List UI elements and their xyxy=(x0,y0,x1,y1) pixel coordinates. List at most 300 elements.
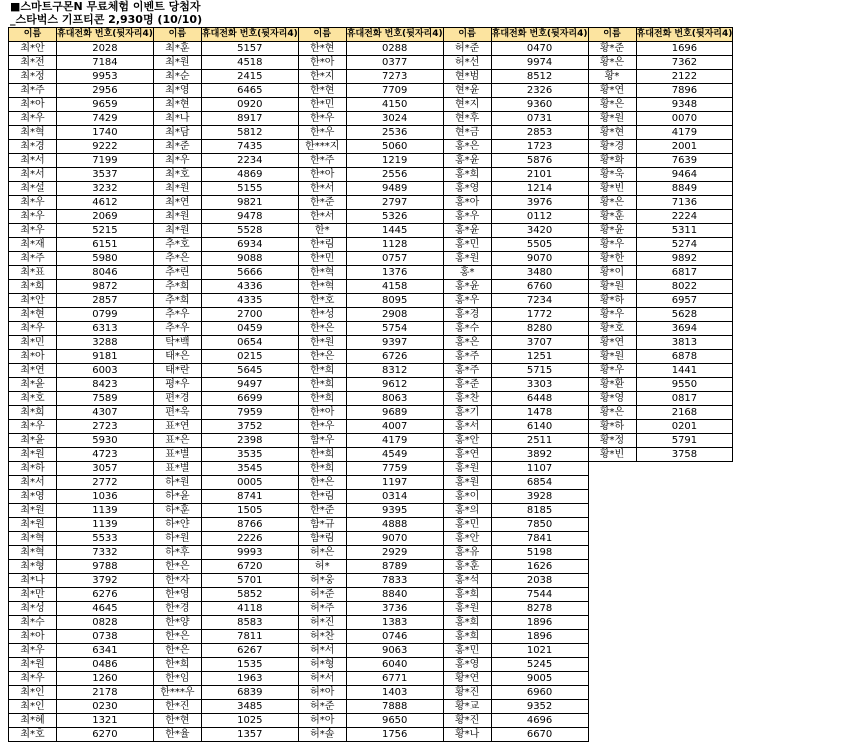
winner-phone: 9070 xyxy=(346,532,443,546)
winner-phone: 9181 xyxy=(57,350,154,364)
winner-name: 최*성 xyxy=(9,602,57,616)
empty-cell xyxy=(636,672,733,686)
empty-cell xyxy=(636,644,733,658)
winner-name: 한*우 xyxy=(298,420,346,434)
winner-name: 황*원 xyxy=(588,350,636,364)
winner-name: 한*아 xyxy=(298,56,346,70)
winner-name: 홍*원 xyxy=(443,462,491,476)
winner-name: 최*원 xyxy=(9,658,57,672)
winner-phone: 1383 xyxy=(346,616,443,630)
winner-phone: 6313 xyxy=(57,322,154,336)
empty-cell xyxy=(588,518,636,532)
winner-name: 최*우 xyxy=(9,210,57,224)
winner-name: 황*원 xyxy=(588,280,636,294)
winner-phone: 7709 xyxy=(346,84,443,98)
winner-phone: 2956 xyxy=(57,84,154,98)
winner-name: 한*은 xyxy=(153,560,201,574)
winner-name: 황*욱 xyxy=(588,168,636,182)
winner-name: 허* xyxy=(298,560,346,574)
winner-phone: 3485 xyxy=(201,700,298,714)
winner-phone: 5311 xyxy=(636,224,733,238)
winner-phone: 8840 xyxy=(346,588,443,602)
winner-phone: 5326 xyxy=(346,210,443,224)
winner-name: 홍*기 xyxy=(443,406,491,420)
winner-phone: 8278 xyxy=(491,602,588,616)
winner-phone: 2069 xyxy=(57,210,154,224)
winner-phone: 9612 xyxy=(346,378,443,392)
winner-name: 한***지 xyxy=(298,140,346,154)
winner-name: 한*양 xyxy=(153,616,201,630)
table-row xyxy=(9,714,733,728)
winner-phone: 1723 xyxy=(491,140,588,154)
empty-cell xyxy=(636,700,733,714)
winner-name: 한*진 xyxy=(153,700,201,714)
winner-name: 함*림 xyxy=(298,532,346,546)
header-phone: 휴대전화 번호(뒷자리4) xyxy=(201,28,298,42)
winner-phone: 6448 xyxy=(491,392,588,406)
winner-phone: 9974 xyxy=(491,56,588,70)
winner-name: 황*교 xyxy=(443,700,491,714)
winner-phone: 9395 xyxy=(346,504,443,518)
winner-phone: 8022 xyxy=(636,280,733,294)
winner-name: 한*율 xyxy=(153,728,201,742)
winner-phone: 1445 xyxy=(346,224,443,238)
winner-phone: 0288 xyxy=(346,42,443,56)
winner-phone: 3535 xyxy=(201,448,298,462)
winner-name: 한*민 xyxy=(298,252,346,266)
winner-phone: 7429 xyxy=(57,112,154,126)
winner-name: 한*아 xyxy=(298,168,346,182)
winner-phone: 1478 xyxy=(491,406,588,420)
winner-phone: 9497 xyxy=(201,378,298,392)
winner-name: 황*우 xyxy=(588,364,636,378)
empty-cell xyxy=(588,658,636,672)
winner-name: 추*희 xyxy=(153,294,201,308)
winner-name: 한*은 xyxy=(153,644,201,658)
winner-phone: 7234 xyxy=(491,294,588,308)
winner-phone: 6465 xyxy=(201,84,298,98)
winner-name: 최*경 xyxy=(9,140,57,154)
winner-phone: 3813 xyxy=(636,336,733,350)
winner-phone: 4549 xyxy=(346,448,443,462)
table-row xyxy=(9,140,733,154)
winner-name: 최*우 xyxy=(153,154,201,168)
table-row xyxy=(9,112,733,126)
winner-phone: 6151 xyxy=(57,238,154,252)
winner-phone: 1139 xyxy=(57,518,154,532)
winner-phone: 0112 xyxy=(491,210,588,224)
table-row xyxy=(9,252,733,266)
winner-phone: 0070 xyxy=(636,112,733,126)
winner-name: 황*빈 xyxy=(588,182,636,196)
winner-name: 하*얀 xyxy=(153,518,201,532)
winner-name: 황*우 xyxy=(588,308,636,322)
empty-cell xyxy=(636,686,733,700)
winner-phone: 3024 xyxy=(346,112,443,126)
table-row xyxy=(9,672,733,686)
winner-name: 홍*주 xyxy=(443,350,491,364)
winner-phone: 5852 xyxy=(201,588,298,602)
winner-name: 홍*수 xyxy=(443,322,491,336)
winner-phone: 2772 xyxy=(57,476,154,490)
winner-phone: 6839 xyxy=(201,686,298,700)
winner-phone: 4336 xyxy=(201,280,298,294)
winner-name: 홍*희 xyxy=(443,168,491,182)
winner-phone: 2326 xyxy=(491,84,588,98)
table-row xyxy=(9,98,733,112)
winner-name: 황*경 xyxy=(588,140,636,154)
table-row xyxy=(9,280,733,294)
table-row xyxy=(9,126,733,140)
page-subtitle: _스타벅스 기프티콘 2,930명 (10/10) xyxy=(10,13,203,26)
winner-name: 최*원 xyxy=(9,448,57,462)
table-row xyxy=(9,644,733,658)
winner-name: 한*영 xyxy=(153,588,201,602)
winner-name: 황*은 xyxy=(588,406,636,420)
winner-name: 홍*은 xyxy=(443,140,491,154)
winner-name: 허*서 xyxy=(298,672,346,686)
winner-name: 한*은 xyxy=(298,350,346,364)
winner-phone: 8512 xyxy=(491,70,588,84)
winner-name: 최*인 xyxy=(9,686,57,700)
winner-phone: 3288 xyxy=(57,336,154,350)
winner-name: 표*별 xyxy=(153,448,201,462)
winner-name: 한*서 xyxy=(298,210,346,224)
winner-name: 최*순 xyxy=(153,70,201,84)
winner-name: 최*윤 xyxy=(9,378,57,392)
winner-phone: 5876 xyxy=(491,154,588,168)
empty-cell xyxy=(588,630,636,644)
table-row xyxy=(9,490,733,504)
winner-name: 허*찬 xyxy=(298,630,346,644)
empty-cell xyxy=(588,504,636,518)
table-row xyxy=(9,630,733,644)
winner-phone: 5155 xyxy=(201,182,298,196)
table-row xyxy=(9,420,733,434)
winner-phone: 7759 xyxy=(346,462,443,476)
winner-name: 허*아 xyxy=(298,714,346,728)
winner-phone: 5215 xyxy=(57,224,154,238)
winner-phone: 5198 xyxy=(491,546,588,560)
winner-phone: 7199 xyxy=(57,154,154,168)
winner-phone: 5645 xyxy=(201,364,298,378)
winner-phone: 7362 xyxy=(636,56,733,70)
table-row xyxy=(9,364,733,378)
winner-name: 최*아 xyxy=(9,350,57,364)
winner-phone: 9659 xyxy=(57,98,154,112)
winner-name: 최*호 xyxy=(9,392,57,406)
winner-phone: 1896 xyxy=(491,616,588,630)
winner-name: 최*영 xyxy=(153,84,201,98)
empty-cell xyxy=(588,728,636,742)
winner-name: 홍*영 xyxy=(443,182,491,196)
winner-name: 함*규 xyxy=(298,518,346,532)
winner-phone: 3736 xyxy=(346,602,443,616)
empty-cell xyxy=(588,490,636,504)
winner-name: 황*영 xyxy=(588,392,636,406)
table-row xyxy=(9,70,733,84)
winner-name: 최*수 xyxy=(9,616,57,630)
winner-phone: 7589 xyxy=(57,392,154,406)
winner-phone: 2122 xyxy=(636,70,733,84)
winner-phone: 0486 xyxy=(57,658,154,672)
winner-name: 홍*민 xyxy=(443,238,491,252)
winner-phone: 1197 xyxy=(346,476,443,490)
winner-phone: 5791 xyxy=(636,434,733,448)
winner-name: 태*란 xyxy=(153,364,201,378)
winner-name: 허*은 xyxy=(298,546,346,560)
header-row xyxy=(9,28,733,42)
winner-name: 한*은 xyxy=(298,322,346,336)
winner-name: 최*서 xyxy=(9,168,57,182)
empty-cell xyxy=(588,644,636,658)
winner-name: 편*경 xyxy=(153,392,201,406)
winner-name: 한*준 xyxy=(298,196,346,210)
winner-name: 최*민 xyxy=(9,336,57,350)
empty-cell xyxy=(588,560,636,574)
winner-phone: 2234 xyxy=(201,154,298,168)
winner-name: 한*림 xyxy=(298,238,346,252)
winner-name: 황*훈 xyxy=(588,210,636,224)
winner-name: 현*금 xyxy=(443,126,491,140)
empty-cell xyxy=(636,504,733,518)
winner-phone: 1535 xyxy=(201,658,298,672)
empty-cell xyxy=(588,532,636,546)
winner-phone: 9352 xyxy=(491,700,588,714)
winner-phone: 3976 xyxy=(491,196,588,210)
winner-phone: 2723 xyxy=(57,420,154,434)
winner-name: 최*원 xyxy=(153,182,201,196)
table-row xyxy=(9,406,733,420)
winner-name: 탁*백 xyxy=(153,336,201,350)
winner-phone: 3694 xyxy=(636,322,733,336)
winner-name: 홍*경 xyxy=(443,308,491,322)
winner-name: 최*표 xyxy=(9,266,57,280)
winner-name: 표*연 xyxy=(153,420,201,434)
winner-phone: 3928 xyxy=(491,490,588,504)
winner-phone: 9070 xyxy=(491,252,588,266)
winner-phone: 0459 xyxy=(201,322,298,336)
winner-name: 한*서 xyxy=(298,182,346,196)
winner-phone: 2398 xyxy=(201,434,298,448)
winner-name: 황*연 xyxy=(588,84,636,98)
winner-name: 최*혁 xyxy=(9,546,57,560)
winner-name: 최*아 xyxy=(9,98,57,112)
winner-name: 최*현 xyxy=(9,308,57,322)
winner-phone: 9348 xyxy=(636,98,733,112)
winner-name: 최*하 xyxy=(9,462,57,476)
winner-name: 최*나 xyxy=(9,574,57,588)
winner-name: 한*희 xyxy=(153,658,201,672)
winner-phone: 8741 xyxy=(201,490,298,504)
winner-name: 표*은 xyxy=(153,434,201,448)
winner-name: 하*윤 xyxy=(153,490,201,504)
winner-phone: 5754 xyxy=(346,322,443,336)
winner-name: 허*준 xyxy=(298,588,346,602)
winner-name: 최*윤 xyxy=(9,434,57,448)
winner-phone: 0746 xyxy=(346,630,443,644)
winner-phone: 4158 xyxy=(346,280,443,294)
winner-name: 허*서 xyxy=(298,644,346,658)
table-row xyxy=(9,476,733,490)
winner-table xyxy=(8,27,733,742)
winner-name: 한*희 xyxy=(298,364,346,378)
winner-name: 태*은 xyxy=(153,350,201,364)
winner-name: 홍*희 xyxy=(443,616,491,630)
winner-phone: 7332 xyxy=(57,546,154,560)
winner-name: 최*우 xyxy=(9,420,57,434)
winner-phone: 1025 xyxy=(201,714,298,728)
winner-phone: 1357 xyxy=(201,728,298,742)
winner-name: 한*은 xyxy=(298,476,346,490)
empty-cell xyxy=(588,686,636,700)
empty-cell xyxy=(588,602,636,616)
winner-name: 최*인 xyxy=(9,700,57,714)
header-name: 이름 xyxy=(153,28,201,42)
header-phone: 휴대전화 번호(뒷자리4) xyxy=(57,28,154,42)
winner-phone: 4335 xyxy=(201,294,298,308)
table-row xyxy=(9,266,733,280)
winner-phone: 1626 xyxy=(491,560,588,574)
winner-phone: 0731 xyxy=(491,112,588,126)
winner-name: 추*희 xyxy=(153,280,201,294)
table-row xyxy=(9,84,733,98)
empty-cell xyxy=(588,714,636,728)
winner-phone: 2415 xyxy=(201,70,298,84)
winner-phone: 8095 xyxy=(346,294,443,308)
empty-cell xyxy=(636,476,733,490)
winner-phone: 6699 xyxy=(201,392,298,406)
winner-phone: 9872 xyxy=(57,280,154,294)
winner-phone: 2168 xyxy=(636,406,733,420)
winner-name: 최*안 xyxy=(9,42,57,56)
winner-phone: 1963 xyxy=(201,672,298,686)
winner-name: 최*우 xyxy=(9,672,57,686)
winner-phone: 6720 xyxy=(201,560,298,574)
winner-phone: 4307 xyxy=(57,406,154,420)
winner-name: 최*혁 xyxy=(9,126,57,140)
winner-phone: 5157 xyxy=(201,42,298,56)
winner-name: 황*연 xyxy=(588,336,636,350)
winner-name: 추*은 xyxy=(153,252,201,266)
winner-name: 최*훈 xyxy=(153,42,201,56)
winner-name: 현*윤 xyxy=(443,84,491,98)
winner-name: 현*후 xyxy=(443,112,491,126)
winner-phone: 8583 xyxy=(201,616,298,630)
winner-table-body xyxy=(9,42,733,742)
winner-name: 황*연 xyxy=(443,672,491,686)
winner-phone: 1251 xyxy=(491,350,588,364)
winner-phone: 9478 xyxy=(201,210,298,224)
winner-phone: 9464 xyxy=(636,168,733,182)
table-row xyxy=(9,686,733,700)
winner-phone: 3707 xyxy=(491,336,588,350)
winner-name: 황*우 xyxy=(588,238,636,252)
winner-phone: 1214 xyxy=(491,182,588,196)
table-row xyxy=(9,560,733,574)
winner-phone: 5930 xyxy=(57,434,154,448)
winner-name: 최*나 xyxy=(153,112,201,126)
page-title: ■스마트구몬N 무료체험 이벤트 당첨자 xyxy=(10,0,201,13)
winner-name: 한*림 xyxy=(298,490,346,504)
winner-name: 홍*윤 xyxy=(443,224,491,238)
winner-name: 하*원 xyxy=(153,476,201,490)
table-row xyxy=(9,574,733,588)
winner-name: 황*하 xyxy=(588,420,636,434)
winner-name: 황*하 xyxy=(588,294,636,308)
winner-phone: 7273 xyxy=(346,70,443,84)
winner-phone: 4150 xyxy=(346,98,443,112)
winner-phone: 0738 xyxy=(57,630,154,644)
winner-phone: 2536 xyxy=(346,126,443,140)
winner-phone: 2038 xyxy=(491,574,588,588)
winner-name: 홍*우 xyxy=(443,210,491,224)
winner-phone: 6276 xyxy=(57,588,154,602)
header-phone: 휴대전화 번호(뒷자리4) xyxy=(346,28,443,42)
winner-phone: 1021 xyxy=(491,644,588,658)
winner-name: 황*화 xyxy=(588,154,636,168)
winner-phone: 7850 xyxy=(491,518,588,532)
winner-phone: 4723 xyxy=(57,448,154,462)
winner-name: 홍*유 xyxy=(443,546,491,560)
winner-phone: 0230 xyxy=(57,700,154,714)
table-row xyxy=(9,154,733,168)
winner-name: 황*진 xyxy=(443,686,491,700)
table-row xyxy=(9,532,733,546)
winner-name: 최*원 xyxy=(9,518,57,532)
winner-phone: 6341 xyxy=(57,644,154,658)
winner-name: 한*자 xyxy=(153,574,201,588)
winner-phone: 5666 xyxy=(201,266,298,280)
winner-name: 황*정 xyxy=(588,434,636,448)
winner-name: 홍*희 xyxy=(443,630,491,644)
winner-phone: 9821 xyxy=(201,196,298,210)
winner-name: 최*만 xyxy=(9,588,57,602)
winner-name: 홍*안 xyxy=(443,434,491,448)
empty-cell xyxy=(636,602,733,616)
winner-phone: 7639 xyxy=(636,154,733,168)
winner-phone: 1036 xyxy=(57,490,154,504)
winner-phone: 2028 xyxy=(57,42,154,56)
winner-phone: 9005 xyxy=(491,672,588,686)
winner-phone: 4645 xyxy=(57,602,154,616)
winner-phone: 7841 xyxy=(491,532,588,546)
winner-name: 허*웅 xyxy=(298,574,346,588)
winner-name: 홍*원 xyxy=(443,602,491,616)
winner-name: 추*우 xyxy=(153,322,201,336)
winner-name: 허*아 xyxy=(298,686,346,700)
winner-name: 한*지 xyxy=(298,70,346,84)
winner-name: 황*준 xyxy=(588,42,636,56)
winner-name: 홍*주 xyxy=(443,364,491,378)
winner-name: 한*혁 xyxy=(298,266,346,280)
winner-phone: 5533 xyxy=(57,532,154,546)
winner-name: 홍*윤 xyxy=(443,154,491,168)
winner-name: 한*혁 xyxy=(298,280,346,294)
winner-name: 최*우 xyxy=(9,196,57,210)
winner-phone: 6771 xyxy=(346,672,443,686)
winner-name: 홍*아 xyxy=(443,196,491,210)
winner-phone: 2797 xyxy=(346,196,443,210)
winner-phone: 1107 xyxy=(491,462,588,476)
winner-name: 최*정 xyxy=(9,70,57,84)
table-row xyxy=(9,238,733,252)
winner-phone: 7888 xyxy=(346,700,443,714)
winner-name: 최*주 xyxy=(9,84,57,98)
winner-phone: 3752 xyxy=(201,420,298,434)
winner-name: 홍*희 xyxy=(443,588,491,602)
winner-name: 한*현 xyxy=(153,714,201,728)
